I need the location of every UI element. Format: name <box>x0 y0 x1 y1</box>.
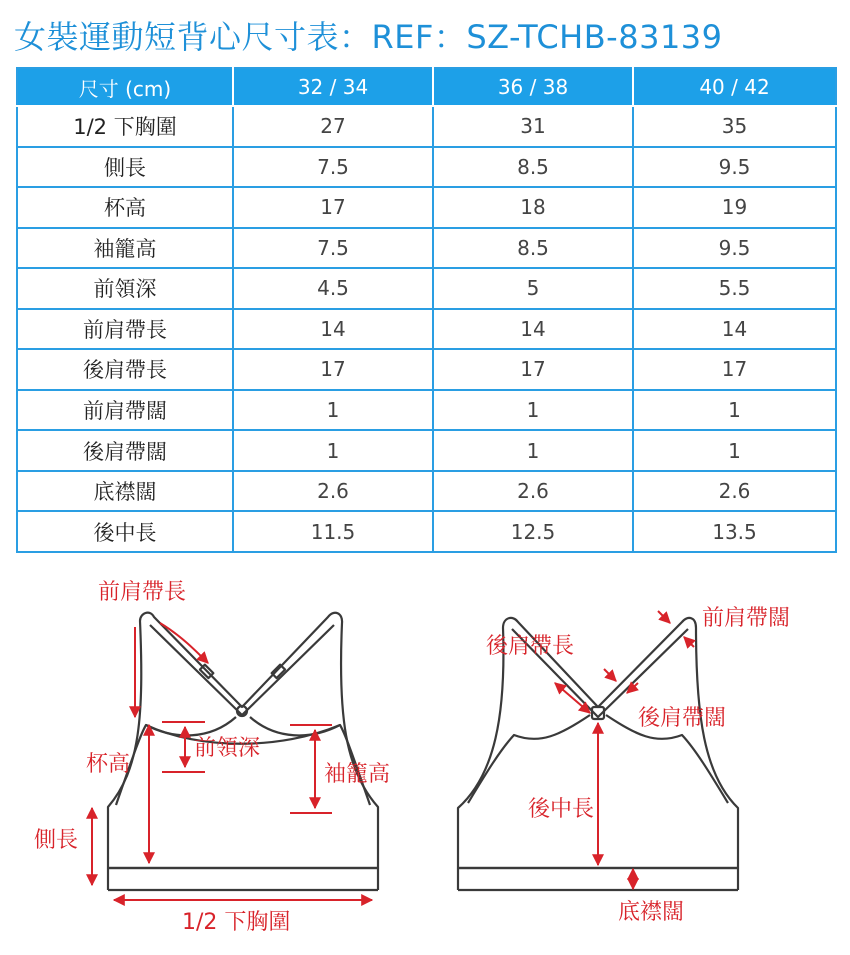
table-cell: 4.5 <box>233 268 433 309</box>
header-cell-unit: 尺寸 (cm) <box>17 68 233 106</box>
size-table <box>16 67 837 553</box>
label-front-strap-width: 前肩帶闊 <box>702 606 791 631</box>
measurement-diagrams <box>0 565 850 955</box>
table-cell: 17 <box>233 187 433 228</box>
table-cell: 19 <box>633 187 836 228</box>
row-label: 袖籠高 <box>17 228 233 269</box>
table-cell: 1 <box>633 430 836 471</box>
label-back-strap-length: 後肩帶長 <box>486 634 575 659</box>
table-cell: 5 <box>433 268 633 309</box>
table-cell: 2.6 <box>633 471 836 512</box>
label-back-center-length: 後中長 <box>528 797 595 822</box>
row-label: 後肩帶闊 <box>17 430 233 471</box>
header-row <box>17 68 836 106</box>
row-label: 前肩帶闊 <box>17 390 233 431</box>
table-cell: 5.5 <box>633 268 836 309</box>
size-table-header <box>17 68 836 106</box>
header-cell-size: 32 / 34 <box>233 68 433 106</box>
row-label: 後肩帶長 <box>17 349 233 390</box>
row-label: 1/2 下胸圍 <box>17 106 233 147</box>
label-side-length: 側長 <box>34 828 79 853</box>
table-row <box>17 268 836 309</box>
table-row <box>17 511 836 552</box>
page-title: 女裝運動短背心尺寸表：REF：SZ-TCHB-83139 <box>14 18 723 56</box>
front-bra-diagram <box>34 580 390 935</box>
table-row <box>17 430 836 471</box>
label-cup-height: 杯高 <box>86 752 131 777</box>
table-cell: 9.5 <box>633 147 836 188</box>
table-cell: 8.5 <box>433 147 633 188</box>
table-cell: 14 <box>633 309 836 350</box>
table-row <box>17 309 836 350</box>
table-cell: 27 <box>233 106 433 147</box>
table-cell: 1 <box>233 390 433 431</box>
table-cell: 31 <box>433 106 633 147</box>
table-cell: 2.6 <box>433 471 633 512</box>
table-cell: 1 <box>633 390 836 431</box>
label-armhole-height: 袖籠高 <box>324 762 391 787</box>
size-table-body <box>17 106 836 552</box>
label-back-strap-width: 後肩帶闊 <box>638 706 727 731</box>
table-cell: 17 <box>233 349 433 390</box>
table-cell: 8.5 <box>433 228 633 269</box>
row-label: 後中長 <box>17 511 233 552</box>
label-half-underbust: 1/2 下胸圍 <box>182 910 291 935</box>
table-cell: 11.5 <box>233 511 433 552</box>
header-cell-size: 40 / 42 <box>633 68 836 106</box>
table-row <box>17 106 836 147</box>
table-cell: 2.6 <box>233 471 433 512</box>
back-bra-diagram <box>458 606 790 925</box>
table-row <box>17 471 836 512</box>
table-row <box>17 228 836 269</box>
table-cell: 1 <box>433 390 633 431</box>
table-cell: 18 <box>433 187 633 228</box>
back-annotations <box>555 611 694 889</box>
table-row <box>17 147 836 188</box>
table-cell: 13.5 <box>633 511 836 552</box>
label-front-neck-depth: 前領深 <box>194 736 261 761</box>
row-label: 杯高 <box>17 187 233 228</box>
label-hem-width: 底襟闊 <box>618 900 685 925</box>
table-cell: 35 <box>633 106 836 147</box>
table-cell: 9.5 <box>633 228 836 269</box>
table-cell: 12.5 <box>433 511 633 552</box>
row-label: 前肩帶長 <box>17 309 233 350</box>
table-cell: 7.5 <box>233 228 433 269</box>
table-cell: 14 <box>233 309 433 350</box>
table-cell: 1 <box>433 430 633 471</box>
row-label: 前領深 <box>17 268 233 309</box>
table-cell: 17 <box>633 349 836 390</box>
table-row <box>17 349 836 390</box>
table-row <box>17 187 836 228</box>
header-cell-size: 36 / 38 <box>433 68 633 106</box>
table-cell: 17 <box>433 349 633 390</box>
row-label: 側長 <box>17 147 233 188</box>
table-cell: 7.5 <box>233 147 433 188</box>
table-row <box>17 390 836 431</box>
row-label: 底襟闊 <box>17 471 233 512</box>
label-front-strap-length: 前肩帶長 <box>98 580 187 605</box>
table-cell: 1 <box>233 430 433 471</box>
table-cell: 14 <box>433 309 633 350</box>
